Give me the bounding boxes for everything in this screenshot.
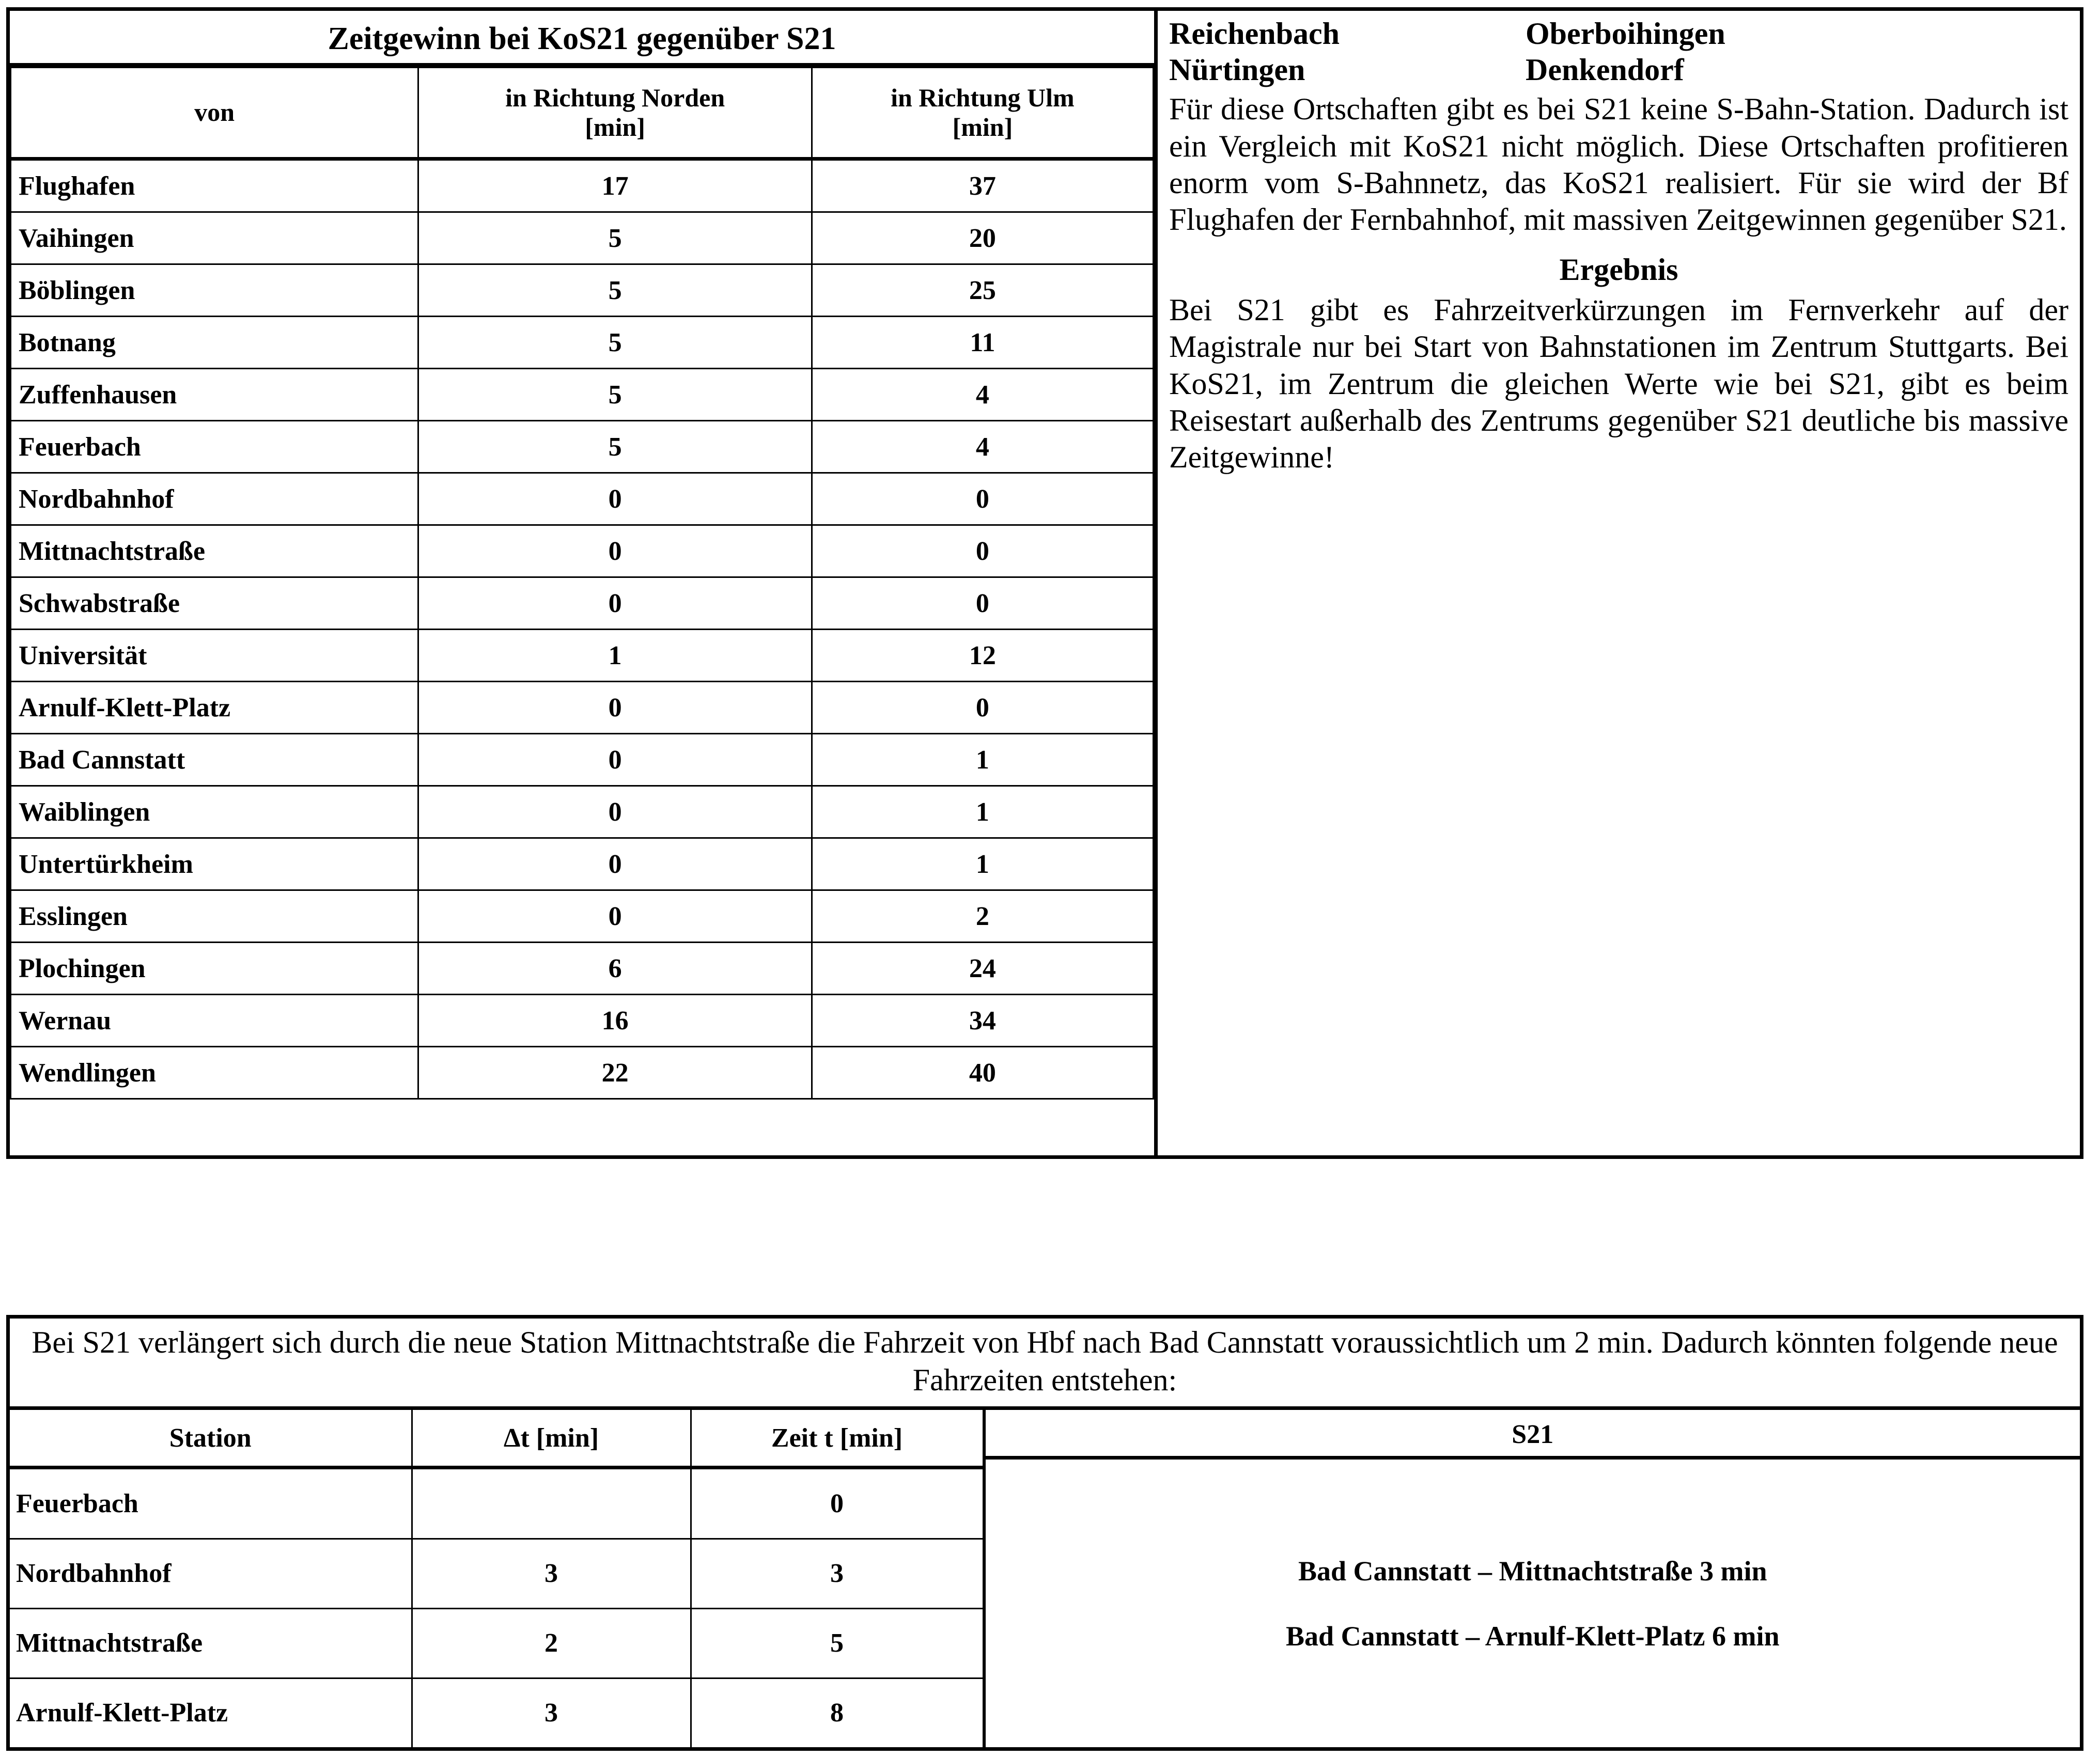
cell-station: Wernau	[11, 995, 418, 1047]
cell-ulm: 1	[812, 838, 1153, 890]
table-row	[10, 1468, 983, 1539]
cell-station: Mittnachtstraße	[11, 525, 418, 577]
cell-station: Mittnachtstraße	[10, 1608, 412, 1678]
cell-station: Nordbahnhof	[11, 473, 418, 525]
time-gain-table-panel	[10, 11, 1158, 1155]
travel-time-table	[10, 1410, 984, 1747]
table-row	[11, 421, 1154, 473]
cell-ulm: 37	[812, 159, 1153, 212]
s21-panel	[984, 1410, 2080, 1747]
cell-ulm: 24	[812, 943, 1153, 995]
cell-ulm: 11	[812, 317, 1153, 369]
table-row	[11, 317, 1154, 369]
place-name: Denkendorf	[1526, 52, 1684, 87]
cell-north: 5	[418, 369, 812, 421]
cell-ulm: 0	[812, 682, 1153, 734]
cell-time-t: 0	[691, 1468, 983, 1539]
table-row	[11, 212, 1154, 264]
time-gain-table-body	[11, 159, 1154, 1099]
cell-station: Bad Cannstatt	[11, 734, 418, 786]
bottom-note-text: Bei S21 verlängert sich durch die neue Station Mittnachtstraße die Fahrzeit von Hbf nach Bad Cannstatt voraussichtlich um 2 min. Dadurch könnten folgende neue Fahrzeiten entstehen:	[10, 1319, 2080, 1410]
table-row	[11, 890, 1154, 943]
place-name: Reichenbach	[1169, 17, 1340, 51]
cell-station: Schwabstraße	[11, 577, 418, 630]
column-header-ulm-unit: [min]	[952, 113, 1013, 142]
cell-station: Botnang	[11, 317, 418, 369]
column-header-ulm-label: in Richtung Ulm	[891, 83, 1075, 112]
cell-north: 17	[418, 159, 812, 212]
cell-station: Waiblingen	[11, 786, 418, 838]
cell-ulm: 0	[812, 473, 1153, 525]
travel-time-table-body	[10, 1468, 983, 1747]
cell-ulm: 2	[812, 890, 1153, 943]
cell-station: Arnulf-Klett-Platz	[10, 1678, 412, 1747]
table-row	[11, 943, 1154, 995]
cell-station: Esslingen	[11, 890, 418, 943]
table-row	[11, 577, 1154, 630]
column-header-north	[418, 68, 812, 159]
cell-delta-t: 2	[412, 1608, 691, 1678]
cell-station: Flughafen	[11, 159, 418, 212]
column-header-station: von	[11, 68, 418, 159]
table-row	[11, 369, 1154, 421]
cell-time-t: 8	[691, 1678, 983, 1747]
cell-time-t: 3	[691, 1539, 983, 1608]
result-heading: Ergebnis	[1559, 252, 1678, 287]
place-name-row	[1169, 52, 2068, 88]
cell-station: Arnulf-Klett-Platz	[11, 682, 418, 734]
cell-ulm: 4	[812, 369, 1153, 421]
table-row	[11, 630, 1154, 682]
table-row	[11, 264, 1154, 317]
table-row	[10, 1678, 983, 1747]
cell-delta-t: 3	[412, 1678, 691, 1747]
top-panel	[6, 7, 2083, 1159]
place-name: Oberboihingen	[1526, 17, 1725, 51]
table-row	[11, 159, 1154, 212]
table-row	[11, 786, 1154, 838]
cell-north: 1	[418, 630, 812, 682]
cell-north: 0	[418, 682, 812, 734]
cell-station: Böblingen	[11, 264, 418, 317]
cell-ulm: 4	[812, 421, 1153, 473]
place-name: Nürtingen	[1169, 52, 1305, 87]
cell-ulm: 40	[812, 1047, 1153, 1099]
bottom-content-row	[10, 1410, 2080, 1747]
table-row	[11, 995, 1154, 1047]
cell-north: 6	[418, 943, 812, 995]
cell-ulm: 1	[812, 734, 1153, 786]
cell-north: 0	[418, 734, 812, 786]
cell-time-t: 5	[691, 1608, 983, 1678]
cell-station: Universität	[11, 630, 418, 682]
cell-north: 0	[418, 577, 812, 630]
column-header-north-label: in Richtung Norden	[505, 83, 725, 112]
table-header-row	[11, 68, 1154, 159]
cell-north: 16	[418, 995, 812, 1047]
s21-connection-line: Bad Cannstatt – Arnulf-Klett-Platz 6 min	[1286, 1620, 1780, 1652]
cell-north: 22	[418, 1047, 812, 1099]
table-row	[11, 682, 1154, 734]
table-row	[10, 1539, 983, 1608]
table-row	[11, 1047, 1154, 1099]
cell-north: 5	[418, 212, 812, 264]
cell-ulm: 34	[812, 995, 1153, 1047]
explanatory-text-panel	[1158, 11, 2080, 1155]
cell-delta-t	[412, 1468, 691, 1539]
cell-north: 5	[418, 317, 812, 369]
paragraph-no-sbahn-station: Für diese Ortschaften gibt es bei S21 keine S-Bahn-Station. Dadurch ist ein Vergleich mit KoS21 nicht möglich. Diese Ortschaften profitieren enorm vom S-Bahnnetz, das KoS21 realisiert. Für sie wird der Bf Flughafen der Fernbahnhof, mit massiven Zeitgewinnen gegenüber S21.	[1169, 92, 2068, 237]
cell-delta-t: 3	[412, 1539, 691, 1608]
table-row	[11, 473, 1154, 525]
cell-station: Plochingen	[11, 943, 418, 995]
column-header-s21: S21	[986, 1410, 2080, 1460]
cell-north: 0	[418, 786, 812, 838]
place-names-heading	[1169, 16, 2068, 88]
table-row	[10, 1608, 983, 1678]
cell-north: 5	[418, 264, 812, 317]
cell-north: 0	[418, 838, 812, 890]
s21-lines-list	[986, 1460, 2080, 1747]
cell-station: Wendlingen	[11, 1047, 418, 1099]
cell-ulm: 1	[812, 786, 1153, 838]
cell-station: Vaihingen	[11, 212, 418, 264]
cell-station: Feuerbach	[10, 1468, 412, 1539]
cell-station: Nordbahnhof	[10, 1539, 412, 1608]
column-header-time-t: Zeit t [min]	[691, 1410, 983, 1467]
cell-ulm: 0	[812, 577, 1153, 630]
place-name-row	[1169, 16, 2068, 52]
column-header-ulm	[812, 68, 1153, 159]
column-header-delta-t: Δt [min]	[412, 1410, 691, 1467]
paragraph-result: Bei S21 gibt es Fahrzeitverkürzungen im Fernverkehr auf der Magistrale nur bei Start von Bahnstationen im Zentrum Stuttgarts. Bei KoS21, im Zentrum die gleichen Werte wie bei S21, gibt es beim Reisestart außerhalb des Zentrums gegenüber S21 deutliche bis massive Zeitgewinne!	[1169, 292, 2068, 475]
gains-table-title: Zeitgewinn bei KoS21 gegenüber S21	[10, 11, 1154, 67]
cell-north: 5	[418, 421, 812, 473]
cell-ulm: 25	[812, 264, 1153, 317]
column-header-station: Station	[10, 1410, 412, 1467]
cell-station: Zuffenhausen	[11, 369, 418, 421]
table-row	[11, 838, 1154, 890]
cell-ulm: 12	[812, 630, 1153, 682]
cell-north: 0	[418, 525, 812, 577]
bottom-panel	[6, 1315, 2083, 1751]
cell-ulm: 0	[812, 525, 1153, 577]
cell-north: 0	[418, 473, 812, 525]
column-header-north-unit: [min]	[585, 113, 645, 142]
time-gain-table	[10, 67, 1154, 1100]
table-row	[11, 525, 1154, 577]
cell-station: Untertürkheim	[11, 838, 418, 890]
s21-connection-line: Bad Cannstatt – Mittnachtstraße 3 min	[1298, 1555, 1767, 1587]
cell-north: 0	[418, 890, 812, 943]
table-header-row	[10, 1410, 983, 1467]
cell-station: Feuerbach	[11, 421, 418, 473]
table-row	[11, 734, 1154, 786]
cell-ulm: 20	[812, 212, 1153, 264]
